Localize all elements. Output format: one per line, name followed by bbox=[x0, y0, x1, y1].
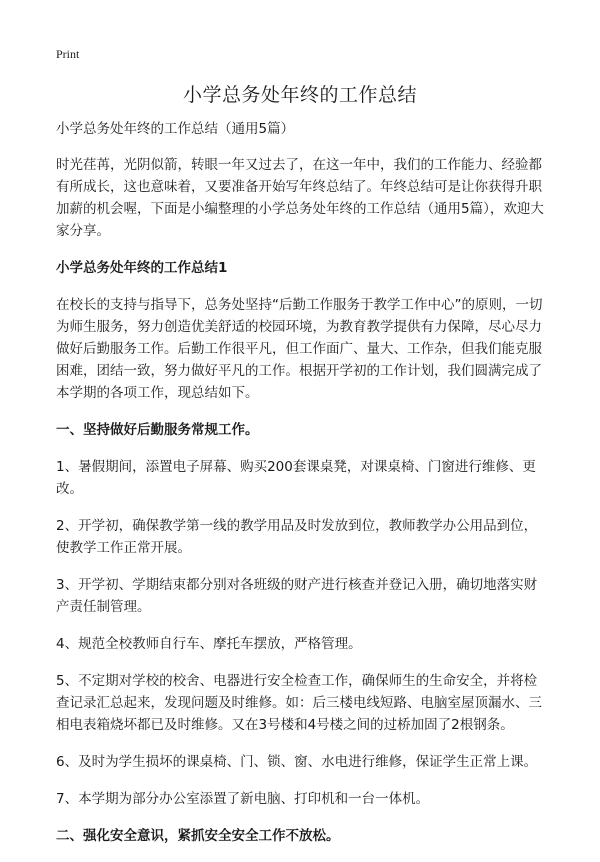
intro-paragraph: 时光荏苒，光阴似箭，转眼一年又过去了，在这一年中，我们的工作能力、经验都有所成长，这也意味着，又要准备开始写年终总结了。年终总结可是让你获得升职加薪的机会喔，下面是小编整理的小学总务处年终的工作总结（通用5篇），欢迎大家分享。 bbox=[56, 157, 544, 239]
section-heading: 小学总务处年终的工作总结1 bbox=[56, 260, 228, 276]
page-title: 小学总务处年终的工作总结 bbox=[182, 84, 417, 106]
list-item: 3、开学初、学期结束都分别对各班级的财产进行核查并登记入册，确切地落实财产责任制管理。 bbox=[56, 577, 538, 615]
list-item: 2、开学初，确保教学第一线的教学用品及时发放到位，教师教学办公用品到位，使教学工作正常开展。 bbox=[56, 518, 538, 556]
section-intro-paragraph: 在校长的支持与指导下，总务处坚持“后勤工作服务于教学工作中心”的原则，一切为师生服务，努力创造优美舒适的校园环境，为教育教学提供有力保障，尽心尽力做好后勤服务工作。后勤工作很平凡，但工作面广、量大、工作杂，但我们能克服困难，团结一致，努力做好平凡的工作。根据开学初的工作计划，我们圆满完成了本学期的各项工作，现总结如下。 bbox=[56, 297, 543, 401]
part-heading: 一、坚持做好后勤服务常规工作。 bbox=[56, 422, 259, 438]
document-body bbox=[56, 118, 550, 862]
list-item: 1、暑假期间，添置电子屏幕、购买200套课桌凳，对课桌椅、门窗进行维修、更改。 bbox=[56, 459, 536, 497]
list-item: 4、规范全校教师自行车、摩托车摆放，严格管理。 bbox=[56, 636, 362, 652]
list-item: 7、本学期为部分办公室添置了新电脑、打印机和一台一体机。 bbox=[56, 791, 430, 807]
print-label: Print bbox=[56, 47, 80, 61]
part-heading: 二、强化安全意识，紧抓安全安全工作不放松。 bbox=[56, 828, 340, 844]
document-subtitle: 小学总务处年终的工作总结（通用5篇） bbox=[56, 121, 295, 137]
list-item: 5、不定期对学校的校舍、电器进行安全检查工作，确保师生的生命安全，并将检查记录汇总起来，发现问题及时维修。如：后三楼电线短路、电脑室屋顶漏水、三相电表箱烧坏都已及时维修。又在3号楼和4号楼之间的过桥加固了2根钢条。 bbox=[56, 673, 542, 733]
list-item: 6、及时为学生损坏的课桌椅、门、锁、窗、水电进行维修，保证学生正常上课。 bbox=[56, 754, 538, 770]
